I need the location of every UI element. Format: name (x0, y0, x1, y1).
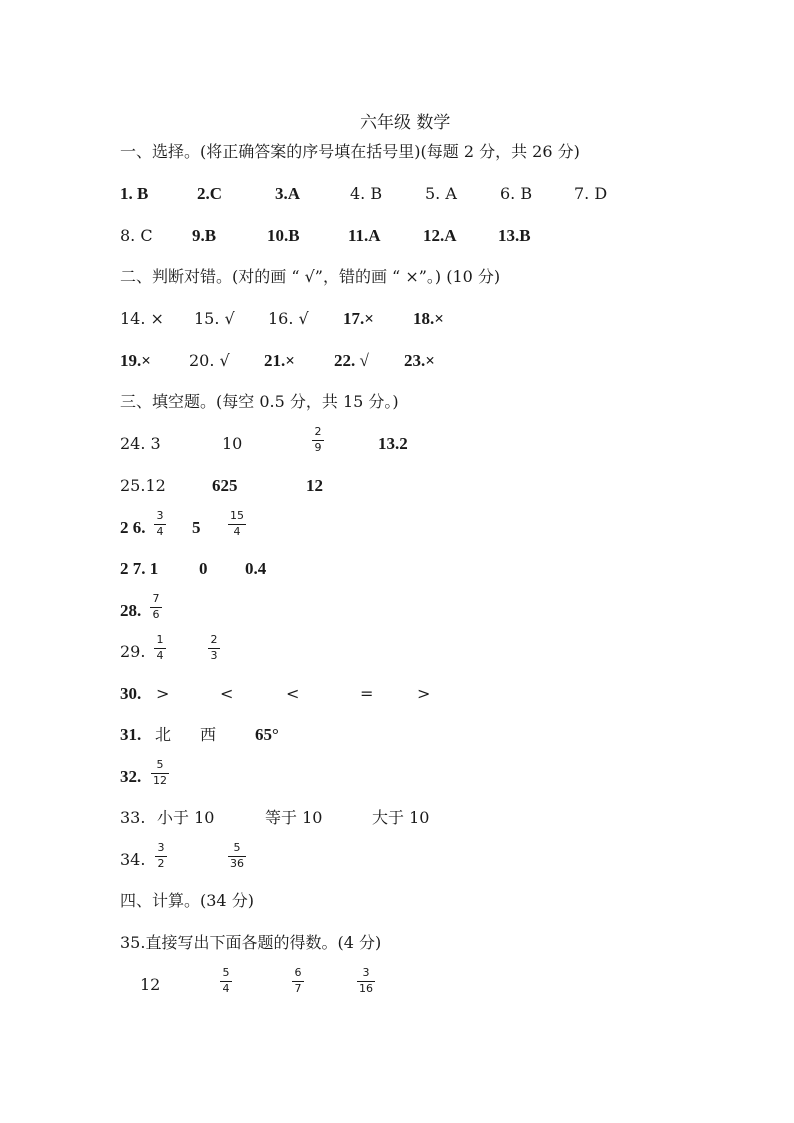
answer-14: 14. × (120, 309, 164, 328)
fraction-denominator: 9 (314, 441, 322, 454)
q34-fraction-2 (229, 842, 245, 870)
answer-21: 21.× (264, 351, 295, 370)
fraction-denominator: 7 (294, 982, 302, 995)
fraction-numerator: 15 (230, 509, 244, 522)
q30-symbol-3: < (286, 684, 300, 703)
q35-fraction-3 (358, 967, 374, 995)
fraction-denominator: 6 (152, 608, 160, 621)
answer-5: 5. A (425, 184, 457, 203)
q26-fraction-2 (229, 510, 245, 538)
answer-10: 10.B (267, 226, 300, 245)
q29-fraction-2 (209, 634, 219, 662)
fraction-denominator: 12 (153, 774, 167, 787)
answer-20: 20. √ (189, 351, 230, 370)
section-4-heading: 四、计算。(34 分) (120, 891, 254, 910)
q31-value-2: 西 (200, 725, 217, 744)
q27-value-3: 0.4 (245, 559, 267, 578)
q26-label: 2 6. (120, 518, 146, 537)
fraction-numerator: 5 (233, 841, 241, 854)
fraction-denominator: 2 (157, 857, 165, 870)
q25-value-3: 12 (306, 476, 323, 495)
fraction-numerator: 3 (157, 841, 165, 854)
answer-11: 11.A (348, 226, 381, 245)
fraction-numerator: 2 (210, 633, 218, 646)
q34-fraction-1 (156, 842, 166, 870)
section-3-heading: 三、填空题。(每空 0.5 分，共 15 分。) (120, 392, 399, 411)
answer-7: 7. D (574, 184, 608, 203)
answer-13: 13.B (498, 226, 531, 245)
answer-12: 12.A (423, 226, 457, 245)
q30-label: 30. (120, 684, 142, 703)
fraction-denominator: 4 (233, 525, 241, 538)
q35-heading: 35.直接写出下面各题的得数。(4 分) (120, 933, 382, 952)
q33-label: 33. (120, 808, 146, 827)
q35-fraction-2 (293, 967, 303, 995)
fraction-numerator: 3 (156, 509, 164, 522)
fraction-numerator: 6 (294, 966, 302, 979)
answer-9: 9.B (192, 226, 217, 245)
answer-8: 8. C (120, 226, 153, 245)
q25-label: 25.12 (120, 476, 166, 495)
q30-symbol-2: < (220, 684, 234, 703)
answer-16: 16. √ (268, 309, 309, 328)
q33-value-1: 小于 10 (157, 808, 215, 827)
q28-label: 28. (120, 601, 142, 620)
q32-label: 32. (120, 767, 142, 786)
answer-15: 15. √ (194, 309, 235, 328)
fraction-numerator: 7 (152, 592, 160, 605)
answer-4: 4. B (350, 184, 383, 203)
fraction-denominator: 3 (210, 649, 218, 662)
answer-17: 17.× (343, 309, 374, 328)
section-2-heading: 二、判断对错。(对的画 “ √”，错的画 “ ×”。) (10 分) (120, 267, 501, 286)
fraction-denominator: 4 (156, 525, 164, 538)
fraction-denominator: 4 (156, 649, 164, 662)
fraction-numerator: 3 (362, 966, 370, 979)
q29-label: 29. (120, 642, 146, 661)
q29-fraction-1 (155, 634, 165, 662)
q30-symbol-5: > (417, 684, 431, 703)
q24-fraction (313, 426, 323, 454)
fraction-denominator: 16 (359, 982, 373, 995)
section-1-heading: 一、选择。(将正确答案的序号填在括号里)(每题 2 分，共 26 分) (120, 142, 580, 161)
fraction-numerator: 5 (222, 966, 230, 979)
q33-value-2: 等于 10 (265, 808, 323, 827)
answer-23: 23.× (404, 351, 435, 370)
answer-19: 19.× (120, 351, 151, 370)
q30-symbol-4: = (360, 684, 374, 703)
q26-fraction-1 (155, 510, 165, 538)
fraction-numerator: 2 (314, 425, 322, 438)
fraction-denominator: 4 (222, 982, 230, 995)
page-title: 六年级 数学 (360, 113, 451, 133)
q30-symbol-1: > (156, 684, 170, 703)
q27-label: 2 7. 1 (120, 559, 159, 578)
q28-fraction (151, 593, 161, 621)
answer-18: 18.× (413, 309, 444, 328)
answer-3: 3.A (275, 184, 301, 203)
answer-6: 6. B (500, 184, 533, 203)
q32-fraction (152, 759, 168, 787)
q24-value-2: 10 (222, 434, 243, 453)
q27-value-2: 0 (199, 559, 208, 578)
q26-value-2: 5 (192, 518, 201, 537)
q34-label: 34. (120, 850, 146, 869)
q33-value-3: 大于 10 (372, 808, 430, 827)
q24-value-4: 13.2 (378, 434, 408, 453)
q31-value-3: 65° (255, 725, 279, 744)
fraction-numerator: 5 (156, 758, 164, 771)
answer-2: 2.C (197, 184, 223, 203)
fraction-denominator: 36 (230, 857, 244, 870)
q25-value-2: 625 (212, 476, 238, 495)
q31-label: 31. (120, 725, 142, 744)
answer-1: 1. B (120, 184, 149, 203)
answer-22: 22. √ (334, 351, 369, 370)
q35-fraction-1 (221, 967, 231, 995)
fraction-numerator: 1 (156, 633, 164, 646)
q24-label: 24. 3 (120, 434, 161, 453)
q35-value-1: 12 (140, 975, 161, 994)
q31-value-1: 北 (155, 725, 172, 744)
